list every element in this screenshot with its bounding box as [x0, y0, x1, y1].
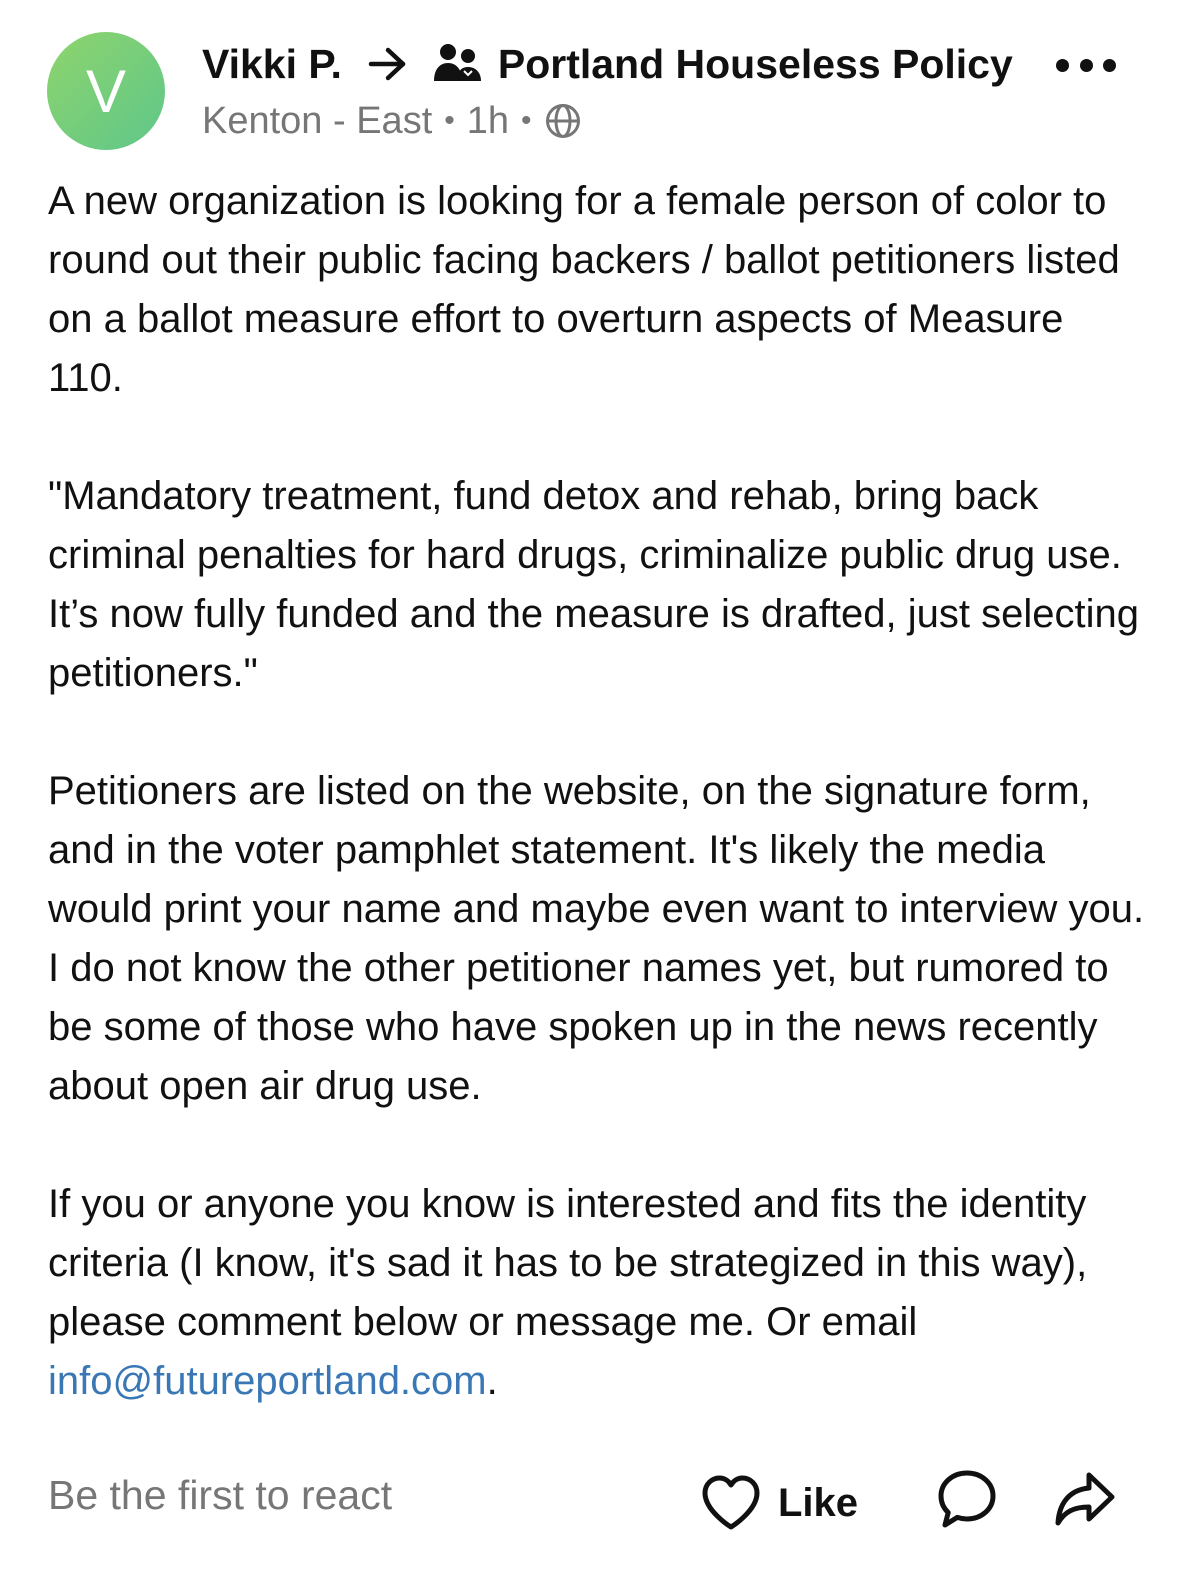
more-options-icon [1056, 59, 1069, 72]
more-options-icon-dot [1103, 59, 1116, 72]
post-body [48, 172, 1148, 1411]
meta-separator: • [444, 104, 455, 137]
timestamp: 1h [466, 99, 510, 142]
post-paragraph-end: . [486, 1359, 498, 1403]
comment-icon [935, 1467, 999, 1531]
group-name[interactable]: Portland Houseless Policy [497, 40, 1013, 87]
arrow-right-icon [366, 44, 410, 84]
share-icon [1053, 1467, 1117, 1531]
post-header-title [202, 36, 1022, 92]
group-icon [432, 42, 484, 86]
post-paragraph: A new organization is looking for a female person of color to round out their public facing backers / ballot petitioners listed on a ballot measure effort to overturn aspects of Measure 110. [48, 179, 1120, 400]
meta-separator: • [521, 104, 532, 137]
post-paragraph-text: If you or anyone you know is interested and fits the identity criteria (I know, it's sad it has to be strategized in this way), please comment below or message me. Or email [48, 1182, 1088, 1344]
avatar-initial: V [85, 57, 127, 125]
avatar[interactable] [47, 32, 165, 150]
post-paragraph: Petitioners are listed on the website, on the signature form, and in the voter pamphlet statement. It's likely the media would print your name and maybe even want to interview you. I do not know the other petitioner names yet, but rumored to be some of those who have spoken up in the news recently about open air drug use. [48, 769, 1145, 1108]
author-name[interactable]: Vikki P. [202, 40, 342, 87]
post-meta [202, 96, 582, 146]
comment-button[interactable] [934, 1466, 1000, 1532]
location-label[interactable]: Kenton - East [202, 99, 433, 142]
globe-icon [544, 102, 582, 140]
reaction-prompt[interactable]: Be the first to react [48, 1472, 393, 1518]
like-label: Like [778, 1480, 859, 1525]
heart-icon [700, 1472, 762, 1534]
more-options-button[interactable] [1056, 48, 1116, 82]
more-options-icon-dot [1080, 59, 1093, 72]
share-button[interactable] [1052, 1466, 1118, 1532]
like-button[interactable] [700, 1468, 858, 1538]
post-paragraph: "Mandatory treatment, fund detox and rehab, bring back criminal penalties for hard drugs, criminalize public drug use. It’s now fully funded and the measure is drafted, just selecting petitioners." [48, 474, 1139, 695]
email-link[interactable]: info@futureportland.com [48, 1359, 487, 1403]
post-paragraph-last [48, 1175, 1148, 1411]
